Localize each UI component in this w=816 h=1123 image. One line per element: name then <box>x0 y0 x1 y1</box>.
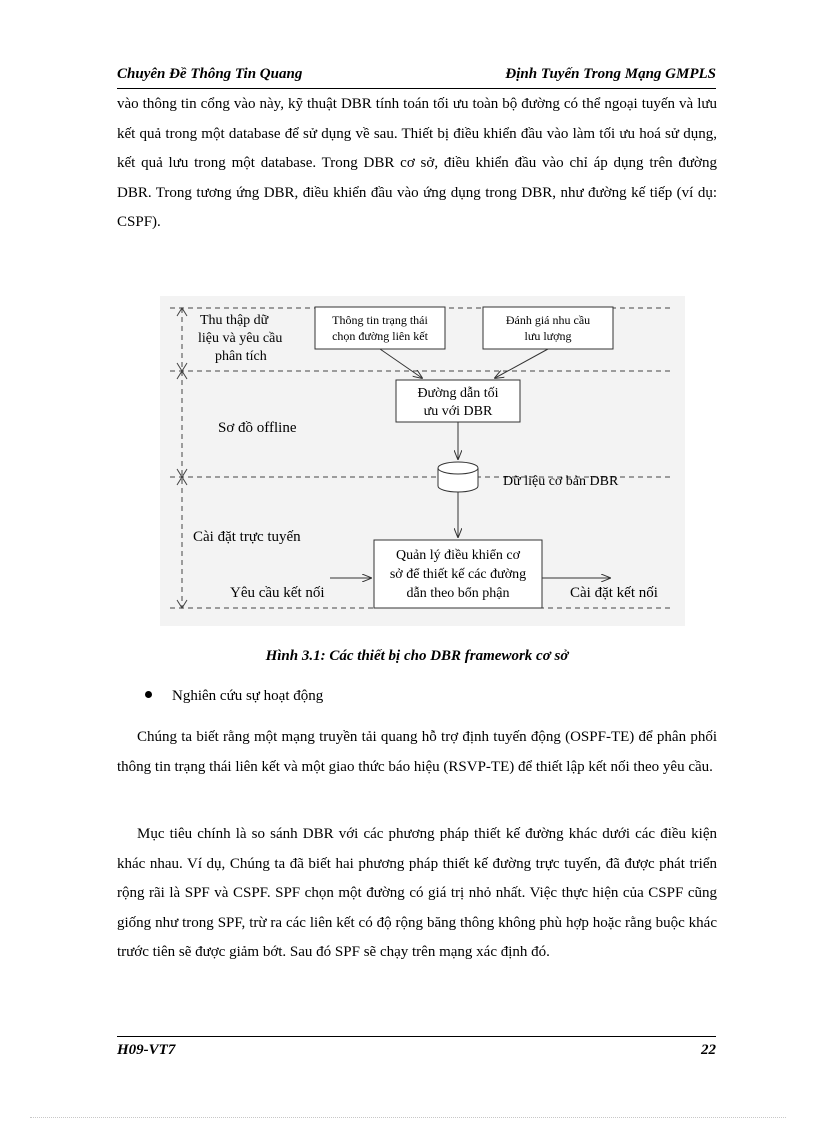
paragraph-intro: vào thông tin cổng vào này, kỹ thuật DBR tính toán tối ưu toàn bộ đường có thể ngoại tuyến và lưu kết quả trong một database để sử dụng về sau. Thiết bị điều khiển đầu vào làm tối ưu hoá sử dụng, kết quả lưu trong một database. Trong DBR cơ sở, điều khiển đầu vào chỉ áp dụng trên đường DBR. Trong tương ứng DBR, điều khiển đầu vào ứng dụng trong DBR, như đường kế tiếp (ví dụ: CSPF). <box>117 96 717 230</box>
database-cylinder-top <box>438 462 478 474</box>
box-link-state-line1: Thông tin trạng thái <box>332 313 428 327</box>
bullet-item <box>145 688 323 705</box>
paragraph-objective: Mục tiêu chính là so sánh DBR với các phương pháp thiết kế đường khác dưới các điều kiện khác nhau. Ví dụ, Chúng ta đã biết hai phương pháp thiết kế đường trực tuyến, đã được phát triển rộng rãi là SPF và CSPF. SPF chọn một đường có giá trị nhỏ nhất. Việc thực hiện của CSPF cũng giống như trong SPF, trừ ra các liên kết có độ rộng băng thông không phù hợp hoặc rằng buộc khác trước tiên sẽ được giảm bớt. Sau đó SPF sẽ chạy trên mạng xác định đó. <box>117 826 717 960</box>
footer-page-number: 22 <box>701 1042 716 1058</box>
arrow-traffic <box>495 349 548 378</box>
box-link-state-line2: chọn đường liên kết <box>332 329 428 343</box>
label-connection-request: Yêu cầu kết nối <box>230 585 325 601</box>
label-collect-line2: liệu và yêu cầu <box>198 331 283 346</box>
box-traffic-line2: lưu lượng <box>524 329 572 343</box>
box-control-line2: sở để thiết kế các đường <box>389 567 527 582</box>
figure-caption: Hình 3.1: Các thiết bị cho DBR framework cơ sở <box>265 648 569 664</box>
header-chapter-title: Định Tuyến Trong Mạng GMPLS <box>505 66 716 82</box>
page-footer <box>117 1036 716 1057</box>
dbr-framework-figure <box>160 296 685 626</box>
label-offline: Sơ đồ offline <box>218 420 297 436</box>
label-database: Dữ liệu cơ bản DBR <box>503 474 619 489</box>
box-traffic-line1: Đánh giá nhu cầu <box>505 313 591 327</box>
label-online: Cài đặt trực tuyến <box>193 529 301 545</box>
arrow-link-state <box>380 349 422 378</box>
header-document-title: Chuyên Đề Thông Tin Quang <box>117 66 303 82</box>
box-optimal-line2: ưu với DBR <box>423 404 493 419</box>
box-control-line3: dẫn theo bổn phận <box>406 586 510 601</box>
page-header <box>117 66 716 89</box>
box-optimal-line1: Đường dẫn tối <box>417 386 499 401</box>
paragraph-network: Chúng ta biết rằng một mạng truyền tải quang hỗ trợ định tuyến động (OSPF-TE) để phân phối thông tin trạng thái liên kết và một giao thức báo hiệu (RSVP-TE) để thiết lập kết nối theo yêu cầu. <box>117 729 717 775</box>
page-bottom-border <box>30 1117 786 1118</box>
label-collect-line1: Thu thập dữ <box>200 313 269 328</box>
bullet-text: Nghiên cứu sự hoạt động <box>172 688 324 704</box>
box-control-line1: Quản lý điều khiển cơ <box>395 548 521 563</box>
dbr-diagram <box>160 296 685 626</box>
bullet-icon <box>145 691 152 698</box>
label-collect-line3: phân tích <box>215 349 267 364</box>
label-connection-setup: Cài đặt kết nối <box>570 585 658 601</box>
footer-class-code: H09-VT7 <box>117 1042 176 1058</box>
